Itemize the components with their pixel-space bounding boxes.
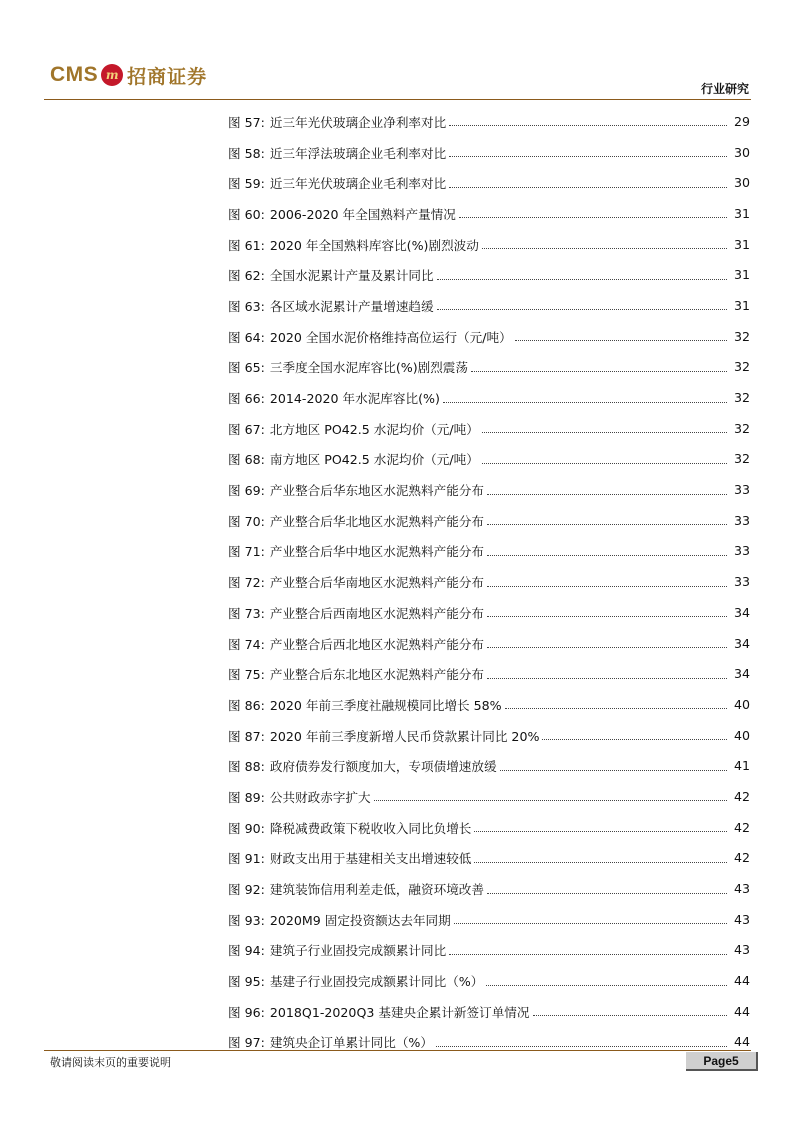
page-ref: 40 (733, 727, 750, 743)
page-ref: 32 (733, 328, 750, 344)
toc-entry[interactable] (228, 935, 750, 966)
page-ref: 42 (733, 850, 750, 866)
figure-number: 图 60: (228, 206, 265, 222)
page-ref: 32 (733, 390, 750, 406)
header-divider (44, 99, 751, 100)
toc-entry[interactable] (228, 689, 750, 720)
figure-number: 图 87: (228, 728, 265, 744)
figure-title: 2014-2020 年水泥库容比(%) (269, 391, 440, 407)
page-ref: 33 (733, 482, 750, 498)
toc-entry[interactable] (228, 137, 750, 168)
dot-leader (437, 308, 727, 310)
figure-title: 近三年浮法玻璃企业毛利率对比 (269, 145, 447, 161)
page-ref: 33 (733, 512, 750, 528)
logo-company-name: 招商证券 (127, 65, 208, 88)
toc-entry[interactable] (228, 904, 750, 935)
toc-entry[interactable] (228, 597, 750, 628)
toc-entry[interactable] (228, 444, 750, 475)
toc-entry[interactable] (228, 474, 750, 505)
figure-number: 图 90: (228, 820, 265, 836)
figure-title: 建筑子行业固投完成额累计同比 (269, 943, 447, 959)
figure-number: 图 93: (228, 912, 265, 928)
figure-title: 近三年光伏玻璃企业毛利率对比 (269, 176, 447, 192)
toc-entry[interactable] (228, 812, 750, 843)
figure-title: 2020M9 固定投资额达去年同期 (269, 912, 451, 928)
dot-leader (449, 186, 727, 188)
figure-index-list (228, 106, 750, 1057)
dot-leader (487, 677, 727, 679)
figure-title: 2018Q1-2020Q3 基建央企累计新签订单情况 (269, 1004, 530, 1020)
page-ref: 34 (733, 635, 750, 651)
figure-title: 产业整合后西南地区水泥熟料产能分布 (269, 605, 484, 621)
page-ref: 43 (733, 911, 750, 927)
page-ref: 44 (733, 1034, 750, 1050)
figure-title: 财政支出用于基建相关支出增速较低 (269, 851, 472, 867)
dot-leader (482, 247, 727, 249)
page-ref: 43 (733, 942, 750, 958)
toc-entry[interactable] (228, 628, 750, 659)
page-ref: 43 (733, 881, 750, 897)
toc-entry[interactable] (228, 781, 750, 812)
disclaimer-note: 敬请阅读末页的重要说明 (50, 1056, 171, 1069)
figure-number: 图 71: (228, 544, 265, 560)
figure-title: 建筑装饰信用利差走低，融资环境改善 (269, 882, 484, 898)
toc-entry[interactable] (228, 720, 750, 751)
page-ref: 34 (733, 604, 750, 620)
figure-number: 图 88: (228, 759, 265, 775)
figure-title: 产业整合后华北地区水泥熟料产能分布 (269, 513, 484, 529)
figure-title: 基建子行业固投完成额累计同比（%） (269, 974, 484, 990)
toc-entry[interactable] (228, 352, 750, 383)
toc-entry[interactable] (228, 965, 750, 996)
page-ref: 29 (733, 113, 750, 129)
figure-number: 图 63: (228, 298, 265, 314)
dot-leader (474, 861, 727, 863)
page-ref: 32 (733, 420, 750, 436)
figure-number: 图 61: (228, 237, 265, 253)
dot-leader (449, 953, 727, 955)
dot-leader (515, 339, 727, 341)
figure-number: 图 73: (228, 605, 265, 621)
figure-title: 降税减费政策下税收收入同比负增长 (269, 820, 472, 836)
figure-title: 2020 年前三季度新增人民币贷款累计同比 20% (269, 728, 540, 744)
page-ref: 34 (733, 666, 750, 682)
report-section-label: 行业研究 (700, 82, 749, 96)
toc-entry[interactable] (228, 996, 750, 1027)
figure-title: 政府债券发行额度加大，专项债增速放缓 (269, 759, 497, 775)
figure-title: 2006-2020 年全国熟料产量情况 (269, 206, 456, 222)
toc-entry[interactable] (228, 873, 750, 904)
figure-title: 2020 全国水泥价格维持高位运行（元/吨） (269, 329, 512, 345)
dot-leader (471, 370, 727, 372)
figure-title: 产业整合后华南地区水泥熟料产能分布 (269, 575, 484, 591)
page-ref: 41 (733, 758, 750, 774)
figure-title: 南方地区 PO42.5 水泥均价（元/吨） (269, 452, 479, 468)
figure-number: 图 66: (228, 391, 265, 407)
dot-leader (533, 1014, 728, 1016)
figure-number: 图 94: (228, 943, 265, 959)
figure-number: 图 69: (228, 483, 265, 499)
toc-entry[interactable] (228, 658, 750, 689)
toc-entry[interactable] (228, 229, 750, 260)
figure-number: 图 91: (228, 851, 265, 867)
figure-title: 产业整合后东北地区水泥熟料产能分布 (269, 667, 484, 683)
dot-leader (459, 216, 727, 218)
figure-number: 图 62: (228, 268, 265, 284)
dot-leader (482, 462, 727, 464)
dot-leader (487, 493, 727, 495)
toc-entry[interactable] (228, 198, 750, 229)
toc-entry[interactable] (228, 1027, 750, 1058)
page-ref: 33 (733, 574, 750, 590)
page-ref: 44 (733, 973, 750, 989)
logo-text: CMS (50, 63, 99, 86)
dot-leader (454, 922, 727, 924)
figure-title: 2020 年全国熟料库容比(%)剧烈波动 (269, 237, 479, 253)
figure-number: 图 58: (228, 145, 265, 161)
figure-title: 全国水泥累计产量及累计同比 (269, 268, 434, 284)
figure-number: 图 57: (228, 114, 265, 130)
toc-entry[interactable] (228, 505, 750, 536)
page-ref: 42 (733, 788, 750, 804)
figure-number: 图 75: (228, 667, 265, 683)
figure-title: 建筑央企订单累计同比（%） (269, 1035, 433, 1051)
dot-leader (437, 278, 727, 280)
toc-entry[interactable] (228, 566, 750, 597)
dot-leader (443, 401, 727, 403)
toc-entry[interactable] (228, 106, 750, 137)
page-ref: 44 (733, 1003, 750, 1019)
figure-title: 产业整合后西北地区水泥熟料产能分布 (269, 636, 484, 652)
page-ref: 31 (733, 297, 750, 313)
figure-number: 图 95: (228, 974, 265, 990)
dot-leader (374, 799, 727, 801)
toc-entry[interactable] (228, 536, 750, 567)
page-ref: 30 (733, 175, 750, 191)
toc-entry[interactable] (228, 321, 750, 352)
figure-title: 近三年光伏玻璃企业净利率对比 (269, 114, 447, 130)
page-ref: 32 (733, 451, 750, 467)
figure-title: 各区域水泥累计产量增速趋缓 (269, 298, 434, 314)
footer-divider (44, 1050, 751, 1051)
company-logo (50, 60, 207, 90)
dot-leader (505, 707, 727, 709)
dot-leader (500, 769, 727, 771)
dot-leader (542, 738, 727, 740)
figure-number: 图 65: (228, 360, 265, 376)
dot-leader (487, 646, 727, 648)
figure-title: 2020 年前三季度社融规模同比增长 58% (269, 697, 502, 713)
dot-leader (449, 155, 727, 157)
figure-number: 图 96: (228, 1004, 265, 1020)
dot-leader (487, 585, 727, 587)
figure-number: 图 92: (228, 882, 265, 898)
page-ref: 30 (733, 144, 750, 160)
dot-leader (486, 984, 727, 986)
dot-leader (487, 523, 727, 525)
dot-leader (449, 124, 727, 126)
dot-leader (482, 431, 727, 433)
figure-number: 图 89: (228, 789, 265, 805)
page-ref: 40 (733, 696, 750, 712)
toc-entry[interactable] (228, 167, 750, 198)
toc-entry[interactable] (228, 750, 750, 781)
page-number: Page5 (686, 1052, 758, 1071)
page-ref: 31 (733, 267, 750, 283)
page-ref: 31 (733, 236, 750, 252)
figure-number: 图 68: (228, 452, 265, 468)
page-ref: 33 (733, 543, 750, 559)
dot-leader (487, 892, 727, 894)
figure-number: 图 64: (228, 329, 265, 345)
page-ref: 31 (733, 205, 750, 221)
figure-number: 图 86: (228, 697, 265, 713)
figure-number: 图 59: (228, 176, 265, 192)
logo-emblem-icon: m (101, 64, 123, 86)
page-ref: 32 (733, 359, 750, 375)
figure-number: 图 67: (228, 421, 265, 437)
toc-entry[interactable] (228, 382, 750, 413)
figure-number: 图 74: (228, 636, 265, 652)
figure-title: 公共财政赤字扩大 (269, 789, 371, 805)
figure-title: 产业整合后华东地区水泥熟料产能分布 (269, 483, 484, 499)
figure-number: 图 97: (228, 1035, 265, 1051)
figure-title: 产业整合后华中地区水泥熟料产能分布 (269, 544, 484, 560)
toc-entry[interactable] (228, 290, 750, 321)
page-ref: 42 (733, 819, 750, 835)
figure-number: 图 72: (228, 575, 265, 591)
toc-entry[interactable] (228, 843, 750, 874)
figure-number: 图 70: (228, 513, 265, 529)
figure-title: 三季度全国水泥库容比(%)剧烈震荡 (269, 360, 468, 376)
dot-leader (436, 1045, 727, 1047)
toc-entry[interactable] (228, 413, 750, 444)
dot-leader (474, 830, 727, 832)
toc-entry[interactable] (228, 259, 750, 290)
dot-leader (487, 615, 727, 617)
figure-title: 北方地区 PO42.5 水泥均价（元/吨） (269, 421, 479, 437)
dot-leader (487, 554, 727, 556)
